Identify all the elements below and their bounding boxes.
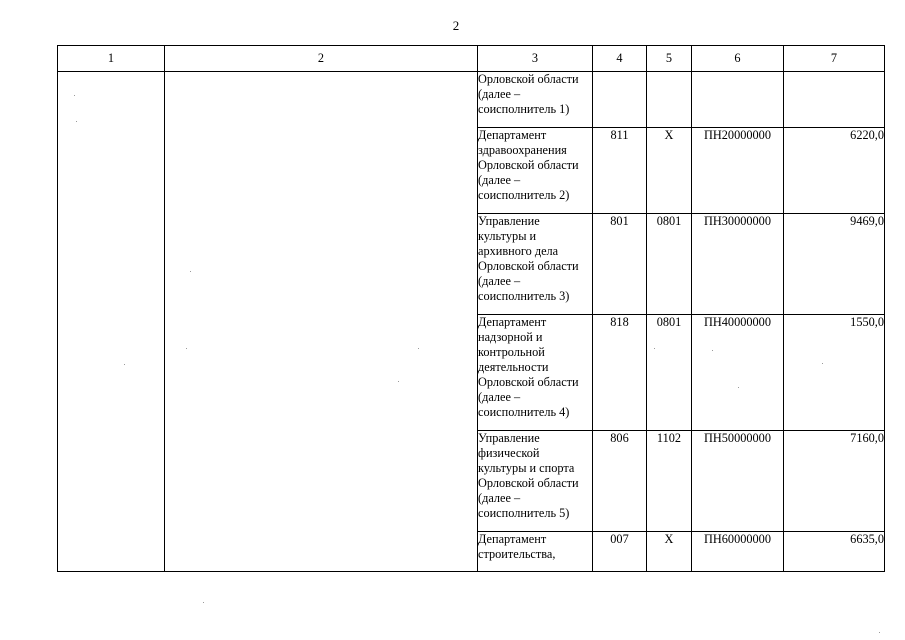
scan-speck xyxy=(398,381,399,382)
scan-speck xyxy=(124,364,125,365)
scan-speck xyxy=(418,348,419,349)
scan-speck xyxy=(879,632,880,633)
col5-cell: 0801 xyxy=(647,315,692,431)
col5-cell: 0801 xyxy=(647,214,692,315)
budget-table xyxy=(57,45,885,572)
scan-speck xyxy=(74,95,75,96)
col5-cell: Х xyxy=(647,128,692,214)
header-col-3: 3 xyxy=(478,46,593,72)
table-row xyxy=(58,72,885,128)
scan-speck xyxy=(190,271,191,272)
amount-cell: 7160,0 xyxy=(784,431,885,532)
executor-cell: Департамент строительства, xyxy=(478,532,593,572)
amount-cell: 6635,0 xyxy=(784,532,885,572)
amount-cell: 9469,0 xyxy=(784,214,885,315)
header-col-5: 5 xyxy=(647,46,692,72)
code-cell: ПН20000000 xyxy=(692,128,784,214)
code-cell: ПН50000000 xyxy=(692,431,784,532)
col4-cell: 007 xyxy=(593,532,647,572)
executor-cell: Орловской области (далее – соисполнитель 1) xyxy=(478,72,593,128)
code-cell: ПН40000000 xyxy=(692,315,784,431)
executor-cell: Департамент надзорной и контрольной деятельности Орловской области (далее – соисполнитель 4) xyxy=(478,315,593,431)
scan-speck xyxy=(712,350,713,351)
header-col-4: 4 xyxy=(593,46,647,72)
executor-cell: Департамент здравоохранения Орловской области (далее – соисполнитель 2) xyxy=(478,128,593,214)
amount-cell: 1550,0 xyxy=(784,315,885,431)
scan-speck xyxy=(822,363,823,364)
page-number: 2 xyxy=(452,18,460,33)
code-cell xyxy=(692,72,784,128)
code-cell: ПН60000000 xyxy=(692,532,784,572)
col4-cell: 801 xyxy=(593,214,647,315)
col4-cell: 806 xyxy=(593,431,647,532)
col5-cell: Х xyxy=(647,532,692,572)
col4-cell: 811 xyxy=(593,128,647,214)
scan-speck xyxy=(186,348,187,349)
merged-cell-col-1 xyxy=(58,72,165,572)
scan-speck xyxy=(654,348,655,349)
col4-cell xyxy=(593,72,647,128)
header-col-1: 1 xyxy=(58,46,165,72)
amount-cell: 6220,0 xyxy=(784,128,885,214)
scan-speck xyxy=(203,602,204,603)
header-col-2: 2 xyxy=(165,46,478,72)
header-col-6: 6 xyxy=(692,46,784,72)
amount-cell xyxy=(784,72,885,128)
table-header-row xyxy=(58,46,885,72)
merged-cell-col-2 xyxy=(165,72,478,572)
scan-speck xyxy=(738,387,739,388)
col5-cell xyxy=(647,72,692,128)
col5-cell: 1102 xyxy=(647,431,692,532)
col4-cell: 818 xyxy=(593,315,647,431)
executor-cell: Управление физической культуры и спорта Орловской области (далее – соисполнитель 5) xyxy=(478,431,593,532)
scan-speck xyxy=(76,121,77,122)
executor-cell: Управление культуры и архивного дела Орловской области (далее – соисполнитель 3) xyxy=(478,214,593,315)
code-cell: ПН30000000 xyxy=(692,214,784,315)
header-col-7: 7 xyxy=(784,46,885,72)
